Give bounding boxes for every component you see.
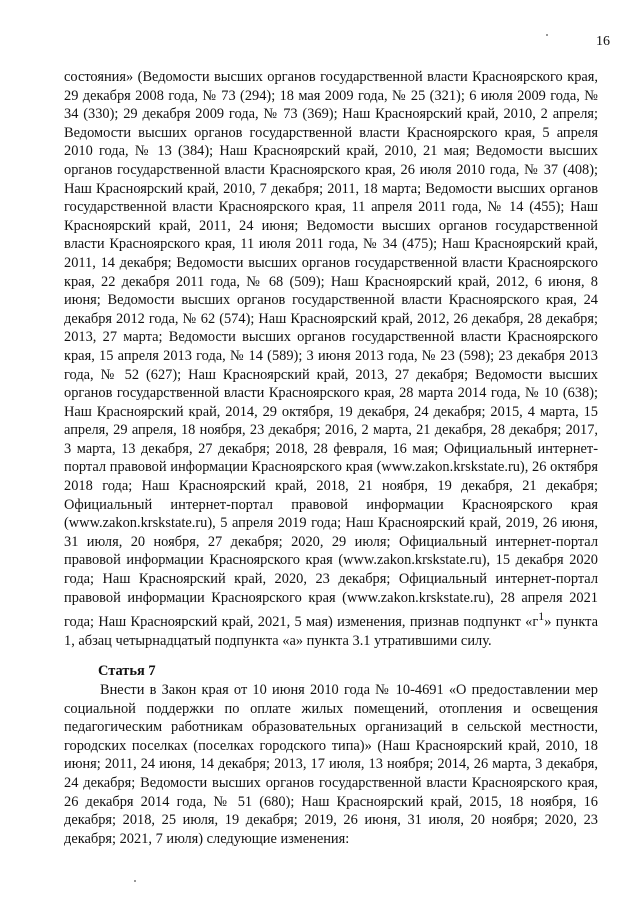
continuation-text-part2: » пункта 1, абзац четырнадцатый подпункта «а» пункта 3.1 утратившими силу.	[64, 614, 598, 649]
subpoint-superscript: 1	[538, 609, 545, 624]
article-heading: Статья 7	[98, 663, 156, 679]
scan-speck	[546, 34, 548, 36]
page-number: 16	[596, 34, 610, 49]
continuation-paragraph	[64, 68, 598, 650]
article-paragraph: Внести в Закон края от 10 июня 2010 года № 10-4691 «О предоставлении мер социальной поддержки по оплате жилых помещений, отопления и освещения педагогическим работникам образовательных организаций в сельской местности, городских поселках (поселках городского типа)» (Наш Красноярский край, 2010, 18 июня; 2011, 24 июня, 14 декабря; 2013, 17 июля, 13 ноября; 2014, 26 марта, 3 декабря, 24 декабря; Ведомости высших органов государственной власти Красноярского края, 26 декабря 2014 года, № 51 (680); Наш Красноярский край, 2015, 18 ноября, 16 декабря; 2018, 25 июля, 19 декабря; 2019, 26 июня, 31 июля, 20 ноября; 2020, 23 декабря; 2021, 7 июля) следующие изменения:	[64, 682, 598, 847]
continuation-text-part1: состояния» (Ведомости высших органов государственной власти Красноярского края, 29 декабря 2008 года, № 73 (294); 18 мая 2009 года, № 25 (321); 6 июля 2009 года, № 34 (330); 29 декабря 2009 года, № 73 (369); Наш Красноярский край, 2010, 2 апреля; Ведомости высших органов государственной власти Красноярского края, 5 апреля 2010 года, № 13 (384); Наш Красноярский край, 2010, 21 мая; Ведомости высших органов государственной власти Красноярского края, 26 июля 2010 года, № 37 (408); Наш Красноярский край, 2010, 7 декабря; 2011, 18 марта; Ведомости высших органов государственной власти Красноярского края, 11 апреля 2011 года, № 14 (455); Наш Красноярский край, 2011, 24 июня; Ведомости высших органов государственной власти Красноярского края, 11 июля 2011 года, № 34 (475); Наш Красноярский край, 2011, 14 декабря; Ведомости высших органов государственной власти Красноярского края, 22 декабря 2011 года, № 68 (509); Наш Красноярский край, 2012, 6 июня, 8 июня; Ведомости высших органов государственной власти Красноярского края, 24 декабря 2012 года, № 62 (574); Наш Красноярский край, 2012, 26 декабря, 28 декабря; 2013, 27 марта; Ведомости высших органов государственной власти Красноярского края, 15 апреля 2013 года, № 14 (589); 3 июня 2013 года, № 23 (598); 23 декабря 2013 года, № 52 (627); Наш Красноярский край, 2013, 27 декабря; Ведомости высших органов государственной власти Красноярского края, 28 марта 2014 года, № 10 (638); Наш Красноярский край, 2014, 29 октября, 19 декабря, 24 декабря; 2015, 4 марта, 15 апреля, 29 апреля, 18 ноября, 23 декабря; 2016, 2 марта, 21 декабря, 28 декабря; 2017, 3 марта, 13 декабря, 27 декабря; 2018, 28 февраля, 16 мая; Официальный интернет-портал правовой информации Красноярского края (www.zakon.krskstate.ru), 26 октября 2018 года; Наш Красноярский край, 2018, 21 ноября, 19 декабря, 21 декабря; Официальный интернет-портал правовой информации Красноярского края (www.zakon.krskstate.ru), 5 апреля 2019 года; Наш Красноярский край, 2019, 26 июня, 31 июля, 20 ноября, 27 декабря; 2020, 29 июля; Официальный интернет-портал правовой информации Красноярского края (www.zakon.krskstate.ru), 15 декабря 2020 года; Наш Красноярский край, 2020, 23 декабря; Официальный интернет-портал правовой информации Красноярского края (www.zakon.krskstate.ru), 28 апреля 2021 года; Наш Красноярский край, 2021, 5 мая) изменения, признав подпункт «г	[64, 69, 598, 631]
scan-speck	[134, 880, 136, 882]
